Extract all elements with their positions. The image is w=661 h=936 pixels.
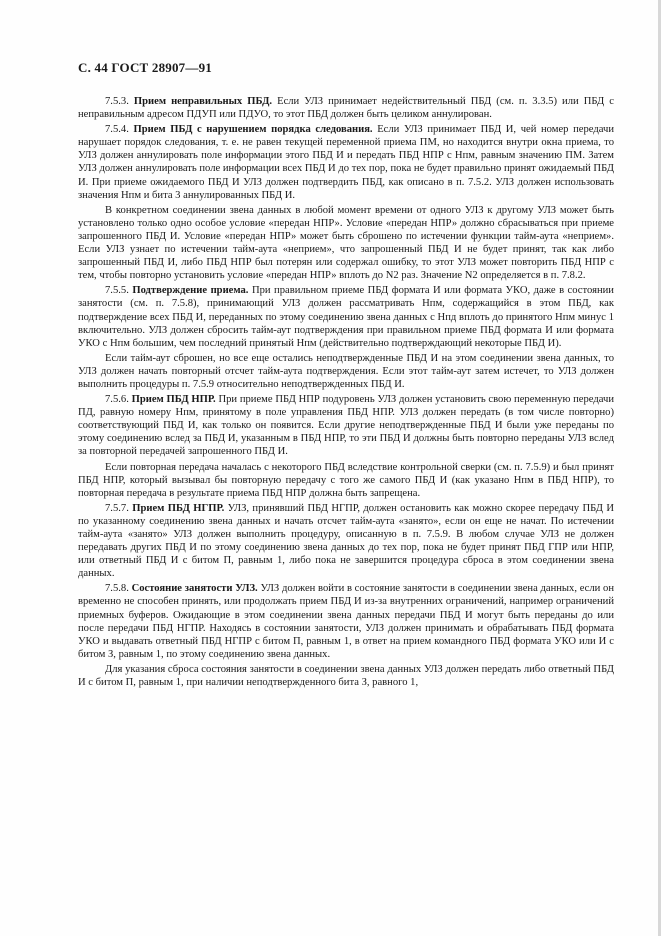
paragraph-7-5-7: [78, 502, 614, 581]
paragraph-text: Для указания сброса состояния занятости в соединении звена данных УЛЗ должен передать либо ответный ПБД И с битом П, равным 1, при наличии неподтвержденного бита З, равного 1,: [78, 663, 614, 689]
clause-title: Состояние занятости УЛЗ.: [131, 583, 258, 595]
paragraph-7-5-8: [78, 582, 614, 661]
clause-text: Если УЛЗ принимает недействительный ПБД (см. п. 3.3.5) или ПБД с неправильным адресом ПДУП или ПДУО, то этот ПБД должен быть целиком аннулирован.: [78, 96, 614, 121]
paragraph-7-5-5: [78, 284, 614, 349]
clause-number: 7.5.6.: [105, 394, 129, 406]
paragraph-text: Если повторная передача началась с некоторого ПБД вследствие контрольной сверки (см. п. 7.5.9) и был принят ПБД НПР, который вызывал бы повторную передачу с того же самого ПБД И (как указано Нпм в ПБД НПР), то повторная передача в результате приема ПБД НПР должна быть запрещена.: [78, 461, 614, 499]
document-body: [78, 95, 614, 691]
clause-text: При приеме ПБД НПР подуровень УЛЗ должен установить свою переменную передачи ПД, равную номеру Нпм, принятому в поле управления ПБД НПР. УЛЗ должен передать (в том числе повторно) соответствующий ПБД И, как только он появится. Если другие неподтвержденные ПБД И были уже переданы по этому соединению вслед за ПБД И, указанным в ПБД НПР, то эти ПБД И должны быть повторно переданы УЛЗ вслед за повторной передачей запрошенного ПБД И.: [78, 394, 615, 458]
clause-number: 7.5.7.: [105, 502, 129, 514]
paragraph-7-5-6: [78, 393, 614, 458]
clause-number: 7.5.4.: [105, 124, 129, 136]
paragraph-retransmission: [78, 461, 614, 500]
clause-text: При правильном приеме ПБД формата И или формата УКО, даже в состоянии занятости (см. п. 7.5.8), принимающий УЛЗ должен рассматривать Нпм, содержащийся в этом ПБД, как подтверждение всех ПБД И, переданных по этому соединению звена данных с Нпд вплоть до принятого Нпм минус 1 включительно. УЛЗ должен сбросить тайм-аут подтверждения при правильном приеме ПБД формата И или формата УКО с Нпм большим, чем последний принятый Нпм (действительно подтверждающий некоторые ПБД И).: [78, 285, 614, 349]
paragraph-timeout-reset: [78, 352, 614, 391]
clause-title: Прием ПБД НПР.: [131, 394, 216, 406]
paragraph-busy-reset: [78, 663, 614, 689]
clause-text: Если УЛЗ принимает ПБД И, чей номер передачи нарушает порядок следования, т. е. не равен текущей переменной приема ПМ, но находится внутри окна приема, то УЛЗ должен аннулировать поле информации этого ПБД И и передать ПБД НПР с Нпм, равным значению ПМ. Затем УЛЗ должен аннулировать поле информации всех ПБД И до тех пор, пока не будет правильно принят ожидаемый ПБД И. При приеме ожидаемого ПБД И УЛЗ должен подтвердить ПБД, как описано в п. 7.5.2. УЛЗ должен использовать значения Нпм и бита 3 аннулированных ПБД И.: [78, 124, 614, 201]
paragraph-7-5-4: [78, 123, 614, 202]
paragraph-npr-condition: [78, 204, 614, 283]
clause-title: Прием ПБД с нарушением порядка следования.: [133, 124, 373, 136]
clause-title: Прием ПБД НГПР.: [132, 502, 225, 514]
clause-text: УЛЗ должен войти в состояние занятости в соединении звена данных, если он временно не способен принять, или продолжать прием ПБД И из-за внутренних ограничений, например ограничений приемных буферов. Ожидающие в этом соединении звена данных передачи ПБД И могут быть переданы до или после передачи ПБД НГПР. Находясь в состоянии занятости, УЛЗ должен принимать и обрабатывать ПБД формата УКО и выдавать ответный ПБД НГПР с битом П, равным 1, в ответ на прием командного ПБД формата УКО или И с битом З, равным 1, по этому соединению звена данных.: [78, 583, 614, 660]
clause-title: Прием неправильных ПБД.: [133, 96, 273, 107]
clause-number: 7.5.3.: [105, 96, 129, 107]
page-header: С. 44 ГОСТ 28907—91: [78, 60, 212, 75]
paragraph-text: Если тайм-аут сброшен, но все еще остались неподтвержденные ПБД И на этом соединении звена данных, то УЛЗ должен начать повторный отсчет тайм-аута подтверждения. Если этот тайм-аут затем истечет, то УЛЗ должен выполнить процедуры п. 7.5.9 относительно неподтвержденных ПБД И.: [78, 352, 614, 390]
clause-number: 7.5.8.: [105, 583, 129, 595]
clause-text: УЛЗ, принявший ПБД НГПР, должен остановить как можно скорее передачу ПБД И по указанному соединению звена данных и начать отсчет тайм-аута «занято», если он еще не начат. По истечении тайм-аута «занято» УЛЗ должен выполнить процедуру, описанную в п. 7.5.9. В любом случае УЛЗ не должен передавать других ПБД И по этому соединению звена данных до тех пор, пока не будет принят ПБД ГПР или НПР, или ответный ПБД И с битом П, равным 1, либо пока не завершится процедура сброса в этом соединении звена данных.: [78, 502, 615, 580]
paragraph-7-5-3: [78, 95, 614, 121]
paragraph-text: В конкретном соединении звена данных в любой момент времени от одного УЛЗ к другому УЛЗ может быть установлено только одно особое условие «передан НПР». Условие «передан НПР» должно сбрасываться при приеме запрошенного ПБД И. Условие «передан НПР» может быть сброшено по истечении функции тайм-аута «неприем». Если УЛЗ узнает по истечении тайм-аута «неприем», что запрошенный ПБД И не будет принят, так как либо запрошенный ПБД И, либо ПБД НПР был потерян или содержал ошибку, то этот УЛЗ может повторить ПБД НПР с тем, чтобы повторно установить условие «передан НПР» вплоть до N2 раз. Значение N2 определяется в п. 7.8.2.: [78, 204, 614, 282]
clause-number: 7.5.5.: [105, 285, 129, 297]
clause-title: Подтверждение приема.: [132, 285, 249, 297]
